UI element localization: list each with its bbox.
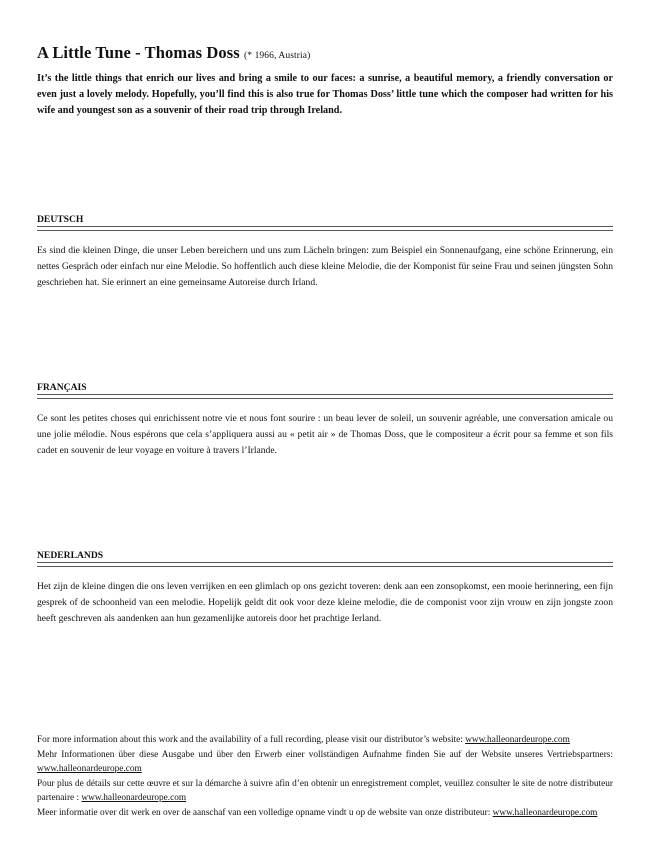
section-divider xyxy=(37,566,613,567)
distributor-link[interactable]: www.halleonardeurope.com xyxy=(37,764,142,774)
section-text: Ce sont les petites choses qui enrichissent notre vie et nous font sourire : un beau lever de soleil, un souvenir agréable, une conversation amicale ou une jolie mélodie. Nous espérons que cela s’appliquera aussi au « petit air » de Thomas Doss, que le compositeur a écrit pour sa femme et son fils cadet en souvenir de leur voyage en voiture à travers l’Irlande. xyxy=(37,413,613,456)
distributor-link[interactable]: www.halleonardeurope.com xyxy=(465,735,570,745)
section-heading: DEUTSCH xyxy=(37,213,613,227)
distributor-footer xyxy=(37,733,613,820)
footer-text: Meer informatie over dit werk en over de aanschaf van een volledige opname vindt u op de website van onze distributeur: xyxy=(37,807,491,818)
section-heading: FRANÇAIS xyxy=(37,381,613,395)
footer-text: Mehr Informationen über diese Ausgabe und über den Erwerb einer vollständigen Aufnahme finden Sie auf der Website unseres Vertriebspartners: xyxy=(37,749,613,760)
distributor-link[interactable]: www.halleonardeurope.com xyxy=(81,793,187,803)
footer-text: For more information about this work and the availability of a full recording, please visit our distributor’s website: xyxy=(37,735,463,745)
section-text: Es sind die kleinen Dinge, die unser Leben bereichern und uns zum Lächeln bringen: zum Beispiel ein Sonnenaufgang, eine schöne Erinnerung, ein nettes Gespräch oder einfach nur eine Melodie. So hoffentlich auch diese kleine Melodie, die der Komponist für seine Frau und seinen jüngsten Sohn geschrieben hat. Sie erinnert an eine gemeinsame Autoreise durch Irland. xyxy=(37,245,613,288)
page-title xyxy=(37,43,310,63)
section-divider xyxy=(37,230,613,231)
intro-paragraph-english: It’s the little things that enrich our lives and bring a smile to our faces: a sunrise, a beautiful memory, a friendly conversation or even just a lovely melody. Hopefully, you’ll find this is also true for Thomas Doss’ little tune which the composer had written for his wife and youngest son as a souvenir of their road trip through Ireland. xyxy=(37,73,613,116)
title-main: A Little Tune - Thomas Doss xyxy=(37,43,240,62)
title-composer-dates: (* 1966, Austria) xyxy=(243,51,311,61)
section-deutsch xyxy=(37,213,613,291)
distributor-link[interactable]: www.halleonardeurope.com xyxy=(492,807,598,818)
footer-text: Pour plus de détails sur cette œuvre et sur la démarche à suivre afin d’en obtenir un enregistrement complet, veuillez consulter le site de notre distributeur partenaire : xyxy=(37,778,613,803)
section-divider xyxy=(37,398,613,399)
section-heading: NEDERLANDS xyxy=(37,549,613,563)
footer-french xyxy=(37,777,613,806)
section-text: Het zijn de kleine dingen die ons leven verrijken en een glimlach op ons gezicht toveren: denk aan een zonsopkomst, een mooie herinnering, een fijn gesprek of de schoonheid van een melodie. Hopelijk geldt dit ook voor deze kleine melodie, die de componist voor zijn vrouw en zijn jongste zoon heeft geschreven als aandenken aan hun gezamenlijke autoreis door het prachtige Ierland. xyxy=(37,581,613,624)
footer-german xyxy=(37,748,613,777)
footer-english xyxy=(37,733,613,748)
footer-dutch xyxy=(37,806,613,821)
section-francais xyxy=(37,381,613,459)
section-nederlands xyxy=(37,549,613,627)
